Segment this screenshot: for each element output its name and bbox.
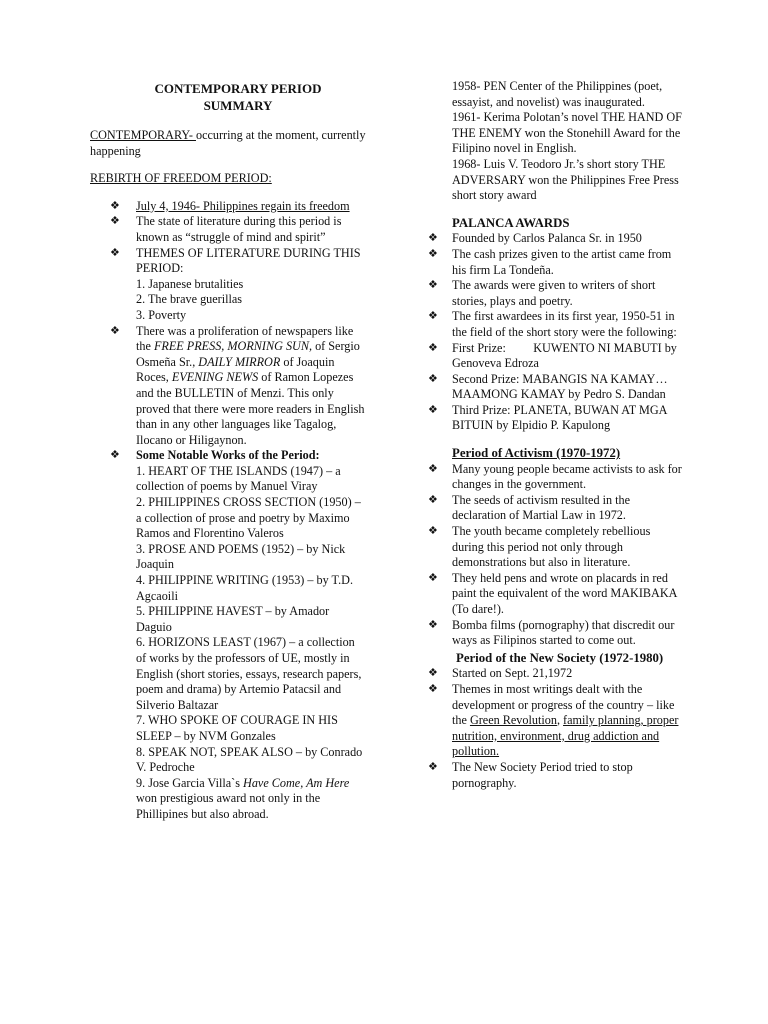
list-item: ❖ The New Society Period tried to stop pornography.	[428, 759, 633, 790]
theme-item: 2. The brave guerillas	[136, 292, 243, 307]
list-item: ❖ Second Prize: MABANGIS NA KAMAY…MAAMONG KAMAY by Pedro S. Dandan	[428, 371, 668, 402]
palanca-heading: PALANCA AWARDS	[452, 215, 570, 230]
diamond-bullet-icon: ❖	[428, 667, 438, 680]
list-item: ❖ There was a proliferation of newspapers like the FREE PRESS, MORNING SUN, of Sergio Osmeña Sr., DAILY MIRROR of Joaquin Roces, EVENING NEWS of Ramon Lopezes and the BULLETIN of Menzi. This only proved that there were more readers in English than in any other languages like Tagalog, Ilocano or Hiligaynon.	[110, 323, 365, 447]
list-item: ❖ The awards were given to writers of short stories, plays and poetry.	[428, 278, 656, 308]
diamond-bullet-icon: ❖	[428, 760, 438, 773]
diamond-bullet-icon: ❖	[110, 324, 120, 337]
contemporary-definition	[90, 128, 366, 159]
diamond-bullet-icon: ❖	[428, 618, 438, 631]
award-note: 1958- PEN Center of the Philippines (poet, essayist, and novelist) was inaugurated.	[452, 79, 663, 109]
diamond-bullet-icon: ❖	[428, 682, 438, 695]
diamond-bullet-icon: ❖	[428, 247, 438, 260]
new-society-list	[428, 666, 682, 791]
list-item: ❖ The state of literature during this period is known as “struggle of mind and spirit”	[110, 214, 342, 244]
list-item: ❖ The seeds of activism resulted in the declaration of Martial Law in 1972.	[428, 492, 631, 523]
diamond-bullet-icon: ❖	[428, 279, 438, 292]
diamond-bullet-icon: ❖	[110, 246, 120, 259]
award-note: 1961- Kerima Polotan’s novel THE HAND OF THE ENEMY won the Stonehill Award for the Filipino novel in English.	[452, 110, 682, 156]
work-item: 2. PHILIPPINES CROSS SECTION (1950) – a collection of prose and poetry by Maximo Ramos and Florentino Valeros	[136, 495, 361, 541]
rebirth-heading: REBIRTH OF FREEDOM PERIOD:	[90, 171, 272, 186]
diamond-bullet-icon: ❖	[110, 449, 120, 462]
work-item: 4. PHILIPPINE WRITING (1953) – by T.D. Agcaoili	[136, 573, 353, 603]
list-item: ❖ Themes in most writings dealt with the development or progress of the country – like the Green Revolution, family planning, proper nutrition, environment, drug addiction and pollution.	[428, 681, 679, 759]
rebirth-list	[90, 199, 366, 823]
work-item: 9. Jose Garcia Villa`s Have Come, Am Here won prestigious award not only in the Phillipines but also abroad.	[136, 775, 350, 821]
definition-text: occurring at the moment, currently happening	[90, 128, 366, 158]
diamond-bullet-icon: ❖	[428, 525, 438, 538]
palanca-list	[428, 231, 682, 434]
list-item: ❖ First Prize: KUWENTO NI MABUTI by Genoveva Edroza	[428, 340, 680, 371]
list-item: ❖ The youth became completely rebellious during this period not only through demonstrations but also in literature.	[428, 524, 651, 570]
work-item: 7. WHO SPOKE OF COURAGE IN HIS SLEEP – by NVM Gonzales	[136, 713, 338, 743]
page-title: CONTEMPORARY PERIOD SUMMARY	[154, 81, 322, 113]
list-item: ❖ The cash prizes given to the artist came from his firm La Tondeña.	[428, 246, 672, 277]
work-item: 6. HORIZONS LEAST (1967) – a collection of works by the professors of UE, mostly in English (short stories, essays, research papers, poem and drama) by Artemio Patacsil and Silverio Baltazar	[136, 635, 362, 712]
diamond-bullet-icon: ❖	[428, 493, 438, 506]
theme-item: 1. Japanese brutalities	[136, 276, 244, 291]
list-item: ❖ Some Notable Works of the Period: 1. HEART OF THE ISLANDS (1947) – a collection of poems by Manuel Viray 2. PHILIPPINES CROSS SECTION (1950) – a collection of prose and poetry by Maximo Ramos and Florentino Valeros 3. PROSE AND POEMS (1952) – by Nick Joaquin 4. PHILIPPINE WRITING (1953) – by T.D. Agcaoili 5. PHILIPPINE HAVEST – by Amador Daguio 6. HORIZONS LEAST (1967) – a collection of works by the professors of UE, mostly in English (short stories, essays, research papers, poem and drama) by Artemio Patacsil and Silverio Baltazar 7. WHO SPOKE OF COURAGE IN HIS SLEEP – by NVM Gonzales 8. SPEAK NOT, SPEAK ALSO – by Conrado V. Pedroche 9. Jose Garcia Villa`s Have Come, Am Here won prestigious award not only in the Phillipines but also abroad.	[90, 448, 366, 822]
diamond-bullet-icon: ❖	[428, 372, 438, 385]
diamond-bullet-icon: ❖	[428, 403, 438, 416]
work-item: 5. PHILIPPINE HAVEST – by Amador Daguio	[136, 604, 330, 634]
list-item: ❖ They held pens and wrote on placards in red paint the equivalent of the word MAKIBAKA (To dare!).	[428, 570, 677, 616]
list-item: ❖ THEMES OF LITERATURE DURING THIS PERIOD: 1. Japanese brutalities 2. The brave guerillas 3. Poverty	[90, 246, 366, 324]
left-column	[90, 80, 366, 823]
right-column	[428, 79, 682, 791]
definition-term: CONTEMPORARY-	[90, 128, 196, 142]
list-item: ❖ July 4, 1946- Philippines regain its freedom	[110, 198, 350, 213]
diamond-bullet-icon: ❖	[428, 571, 438, 584]
diamond-bullet-icon: ❖	[428, 462, 438, 475]
new-society-heading: Period of the New Society (1972-1980)	[456, 650, 664, 665]
list-item: ❖ Started on Sept. 21,1972	[428, 666, 573, 681]
diamond-bullet-icon: ❖	[110, 199, 120, 212]
work-item: 3. PROSE AND POEMS (1952) – by Nick Joaquin	[136, 541, 346, 572]
work-item: 8. SPEAK NOT, SPEAK ALSO – by Conrado V. Pedroche	[136, 744, 363, 775]
list-item: ❖ Founded by Carlos Palanca Sr. in 1950	[428, 231, 642, 246]
diamond-bullet-icon: ❖	[428, 341, 438, 354]
theme-item: 3. Poverty	[136, 307, 187, 322]
activism-heading: Period of Activism (1970-1972)	[452, 446, 621, 461]
award-note: 1968- Luis V. Teodoro Jr.’s short story THE ADVERSARY won the Philippines Free Press short story award	[452, 156, 679, 203]
list-item: ❖ The first awardees in its first year, 1950-51 in the field of the short story were the following:	[428, 309, 677, 339]
list-item: ❖ Many young people became activists to ask for changes in the government.	[428, 461, 682, 492]
list-item: ❖ Bomba films (pornography) that discredit our ways as Filipinos started to come out.	[428, 617, 675, 648]
diamond-bullet-icon: ❖	[428, 232, 438, 245]
activism-list	[428, 461, 682, 649]
list-item: ❖ Third Prize: PLANETA, BUWAN AT MGA BITUIN by Elpidio P. Kapulong	[428, 402, 667, 433]
diamond-bullet-icon: ❖	[110, 215, 120, 228]
work-item: 1. HEART OF THE ISLANDS (1947) – a collection of poems by Manuel Viray	[136, 463, 341, 494]
diamond-bullet-icon: ❖	[428, 310, 438, 323]
